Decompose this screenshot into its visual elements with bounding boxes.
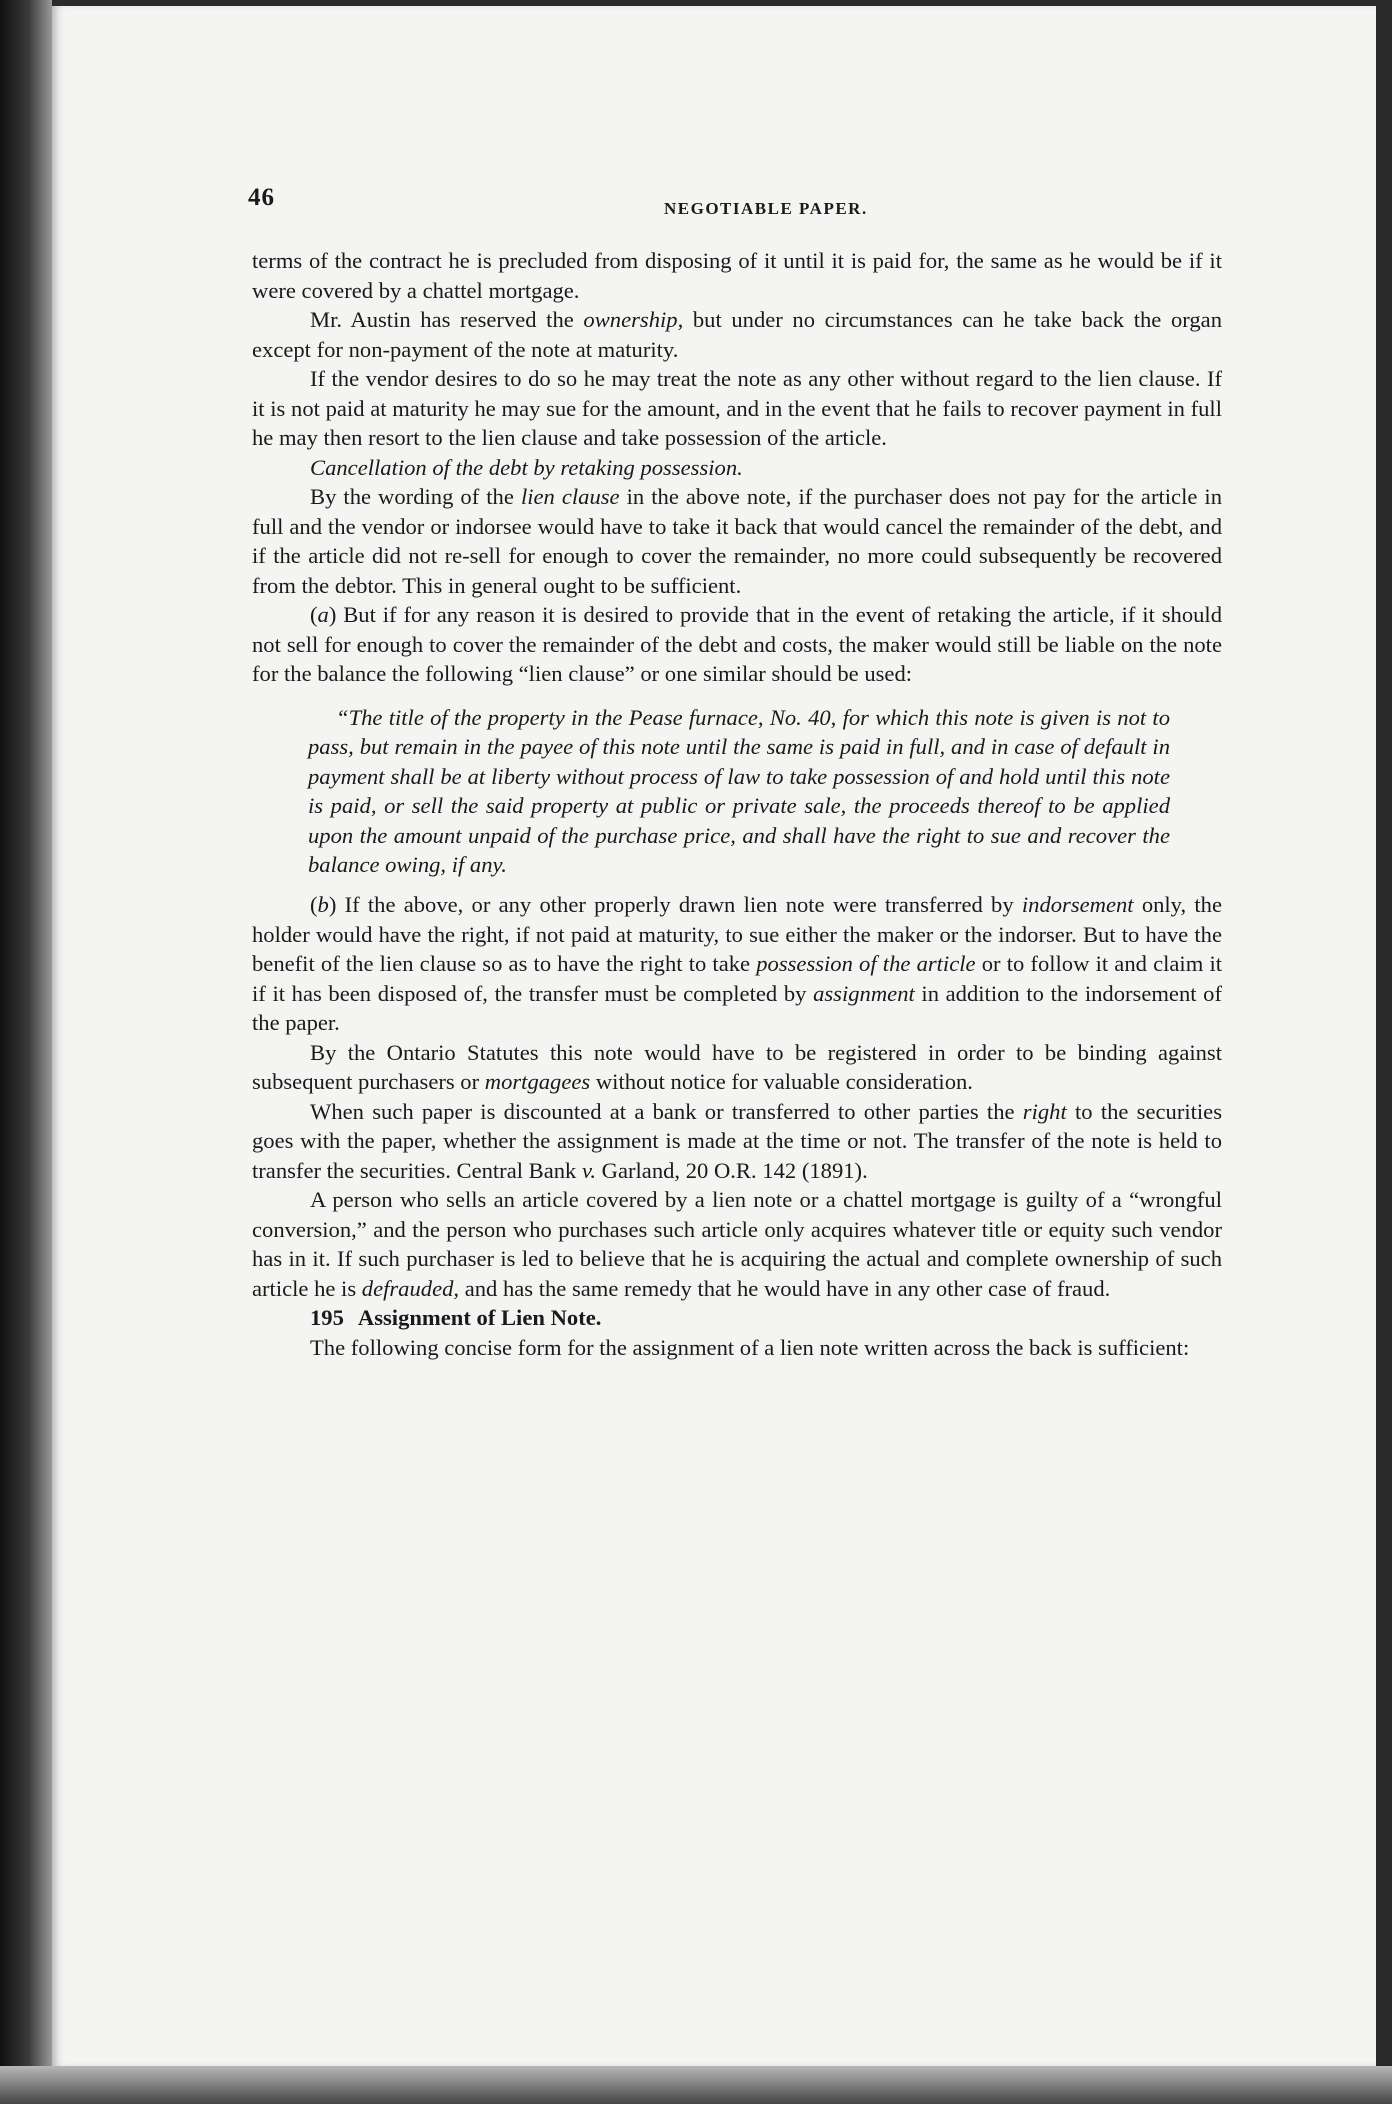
section-title: Assignment of Lien Note. [357, 1305, 602, 1331]
running-head: NEGOTIABLE PAPER. [664, 199, 868, 218]
paragraph-3: If the vendor desires to do so he may treat the note as any other without regard to the lien clause. If it is not paid at maturity he may sue for the amount, and in the event that he fails to recover payment in full he may then resort to the lien clause and take possession of the article. [252, 366, 1222, 450]
paragraph-8: By the Ontario Statutes this note would have to be registered in order to be binding against subsequent purchasers or mortgagees without notice for valuable consideration. [252, 1039, 1222, 1095]
body-text [252, 246, 1222, 1362]
quote-text: “The title of the property in the Pease furnace, No. 40, for which this note is given is not to pass, but remain in the payee of this note until the same is paid in full, and in case of default in payment shall be at liberty without process of law to take possession of and hold until this note is paid, or sell the said property at public or private sale, the proceeds thereof to be applied upon the amount unpaid of the purchase price, and shall have the right to sue and recover the balance owing, if any. [308, 704, 1170, 878]
section-number: 195 [310, 1305, 344, 1331]
paragraph-7: (b) If the above, or any other properly drawn lien note were transferred by indorsement only, the holder would have the right, if not paid at maturity, to sue either the maker or the indorser. But to have the benefit of the lien clause so as to have the right to take possession of the article or to follow it and claim it if it has been disposed of, the transfer must be completed by assignment in addition to the indorsement of the paper. [252, 892, 1223, 1036]
paragraph-11: The following concise form for the assignment of a lien note written across the back is sufficient: [310, 1334, 1190, 1360]
subheading-cancellation: Cancellation of the debt by retaking possession. [310, 454, 743, 480]
paragraph-10: A person who sells an article covered by a lien note or a chattel mortgage is guilty of a “wrongful conversion,” and the person who purchases such article only acquires whatever title or equity such vendor has in it. If such purchaser is led to believe that he is acquiring the actual and complete ownership of such article he is defrauded, and has the same remedy that he would have in any other case of fraud. [252, 1187, 1222, 1301]
section-heading [252, 1303, 1222, 1333]
paragraph-1: terms of the contract he is precluded from disposing of it until it is paid for, the same as he would be if it were covered by a chattel mortgage. [252, 248, 1222, 303]
paragraph-5: By the wording of the lien clause in the above note, if the purchaser does not pay for the article in full and the vendor or indorsee would have to take it back that would cancel the remainder of the debt, and if the article did not re-sell for enough to cover the remainder, no more could subsequently be recovered from the debtor. This in general ought to be sufficient. [252, 484, 1222, 598]
paragraph-6: (a) But if for any reason it is desired to provide that in the event of retaking the article, if it should not sell for enough to cover the remainder of the debt and costs, the maker would still be liable on the note for the balance the following “lien clause” or one similar should be used: [252, 602, 1222, 686]
page-number: 46 [248, 184, 275, 211]
paragraph-9: When such paper is discounted at a bank or transferred to other parties the right to the securities goes with the paper, whether the assignment is made at the time or not. The transfer of the note is held to transfer the securities. Central Bank v. Garland, 20 O.R. 142 (1891). [252, 1098, 1222, 1183]
lien-clause-quote [308, 703, 1170, 881]
scan-border-left [0, 0, 52, 2104]
scan-border-bottom [0, 2066, 1392, 2104]
paragraph-2: Mr. Austin has reserved the ownership, but under no circumstances can he take back the organ except for non-payment of the note at maturity. [252, 307, 1222, 362]
